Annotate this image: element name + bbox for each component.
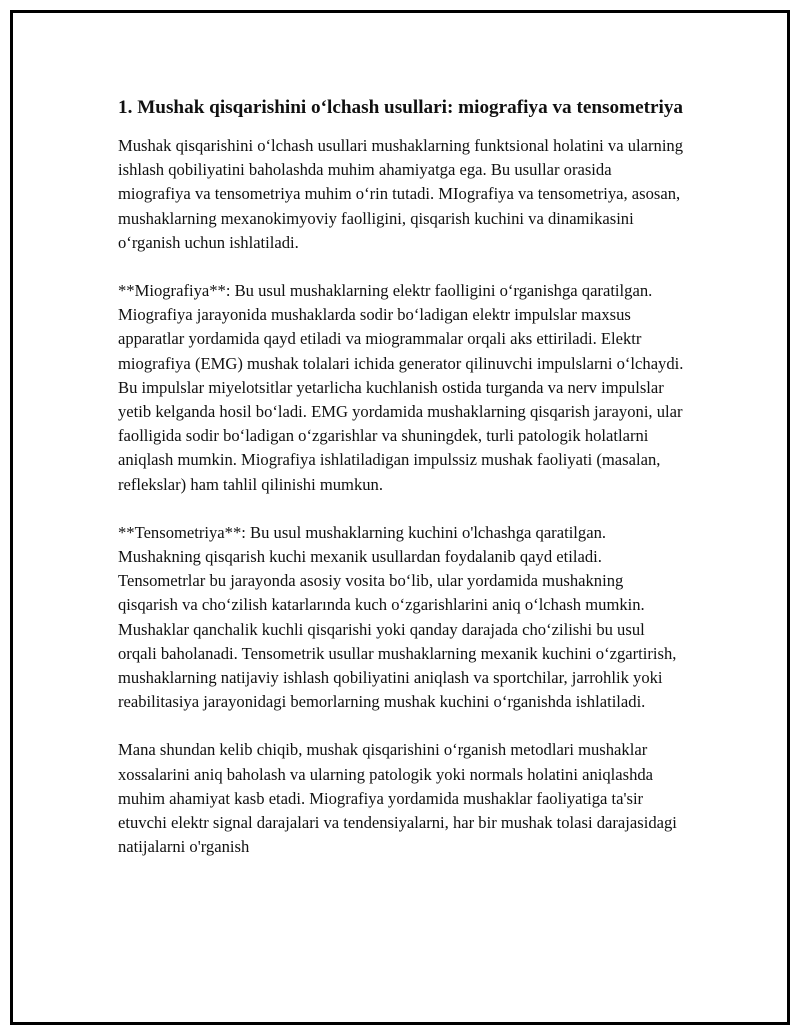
document-body	[118, 94, 684, 883]
paragraph-intro: Mushak qisqarishini o‘lchash usullari mushaklarning funktsional holatini va ularning ishlash qobiliyatini baholashda muhim ahamiyatga ega. Bu usullar orasida miografiya va tensometriya muhim o‘rin tutadi. MIografiya va tensometriya, asosan, mushaklarning mexanokimyoviy faolligini, qisqarish kuchini va dinamikasini o‘rganish uchun ishlatiladi.	[118, 136, 684, 252]
paragraph-conclusion: Mana shundan kelib chiqib, mushak qisqarishini o‘rganish metodlari mushaklar xossalarini aniq baholash va ularning patologik yoki normals holatini aniqlashda muhim ahamiyat kasb etadi. Miografiya yordamida mushaklar faoliyatiga ta'sir etuvchi elektr signal darajalari va tendensiyalarni, har bir mushak tolasi darajasidagi natijalarni o'rganish	[118, 740, 677, 857]
paragraph-miografiya: **Miografiya**: Bu usul mushaklarning elektr faolligini o‘rganishga qaratilgan. Miografiya jarayonida mushaklarda sodir bo‘ladigan elektr impulslar maxsus apparatlar yordamida qayd etiladi va miogrammalar orqali aks ettiriladi. Elektr miografiya (EMG) mushak tolalari ichida generator qilinuvchi impulslarni o‘lchaydi. Bu impulslar miyelotsitlar yetarlicha kuchlanish ostida turganda va nerv impulslar yetib kelganda hosil bo‘ladi. EMG yordamida mushaklarning qisqarish jarayoni, ular faolligida sodir bo‘ladigan o‘zgarishlar va shuningdek, turli patologik holatlarni aniqlash mumkin. Miografiya ishlatiladigan impulssiz mushak faoliyati (masalan, reflekslar) ham tahlil qilinishi mumkun.	[118, 281, 684, 494]
section-heading: 1. Mushak qisqarishini o‘lchash usullari: miografiya va tensometriya	[118, 97, 684, 118]
paragraph-tensometriya: **Tensometriya**: Bu usul mushaklarning kuchini o'lchashga qaratilgan. Mushakning qisqarish kuchi mexanik usullardan foydalanib qayd etiladi. Tensometrlar bu jarayonda asosiy vosita bo‘lib, ular yordamida mushakning qisqarish va cho‘zilish katarlarında kuch o‘zgarishlarini aniq o‘lchash mumkin. Mushaklar qanchalik kuchli qisqarishi yoki qanday darajada cho‘zilishi bu usul orqali baholanadi. Tensometrik usullar mushaklarning mexanik kuchini o‘zgartirish, mushaklarning natijaviy ishlash qobiliyatini aniqlash va sportchilar, jarrohlik yoki reabilitasiya jarayonidagi bemorlarning mushak kuchini o‘rganishda ishlatiladi.	[118, 522, 677, 712]
